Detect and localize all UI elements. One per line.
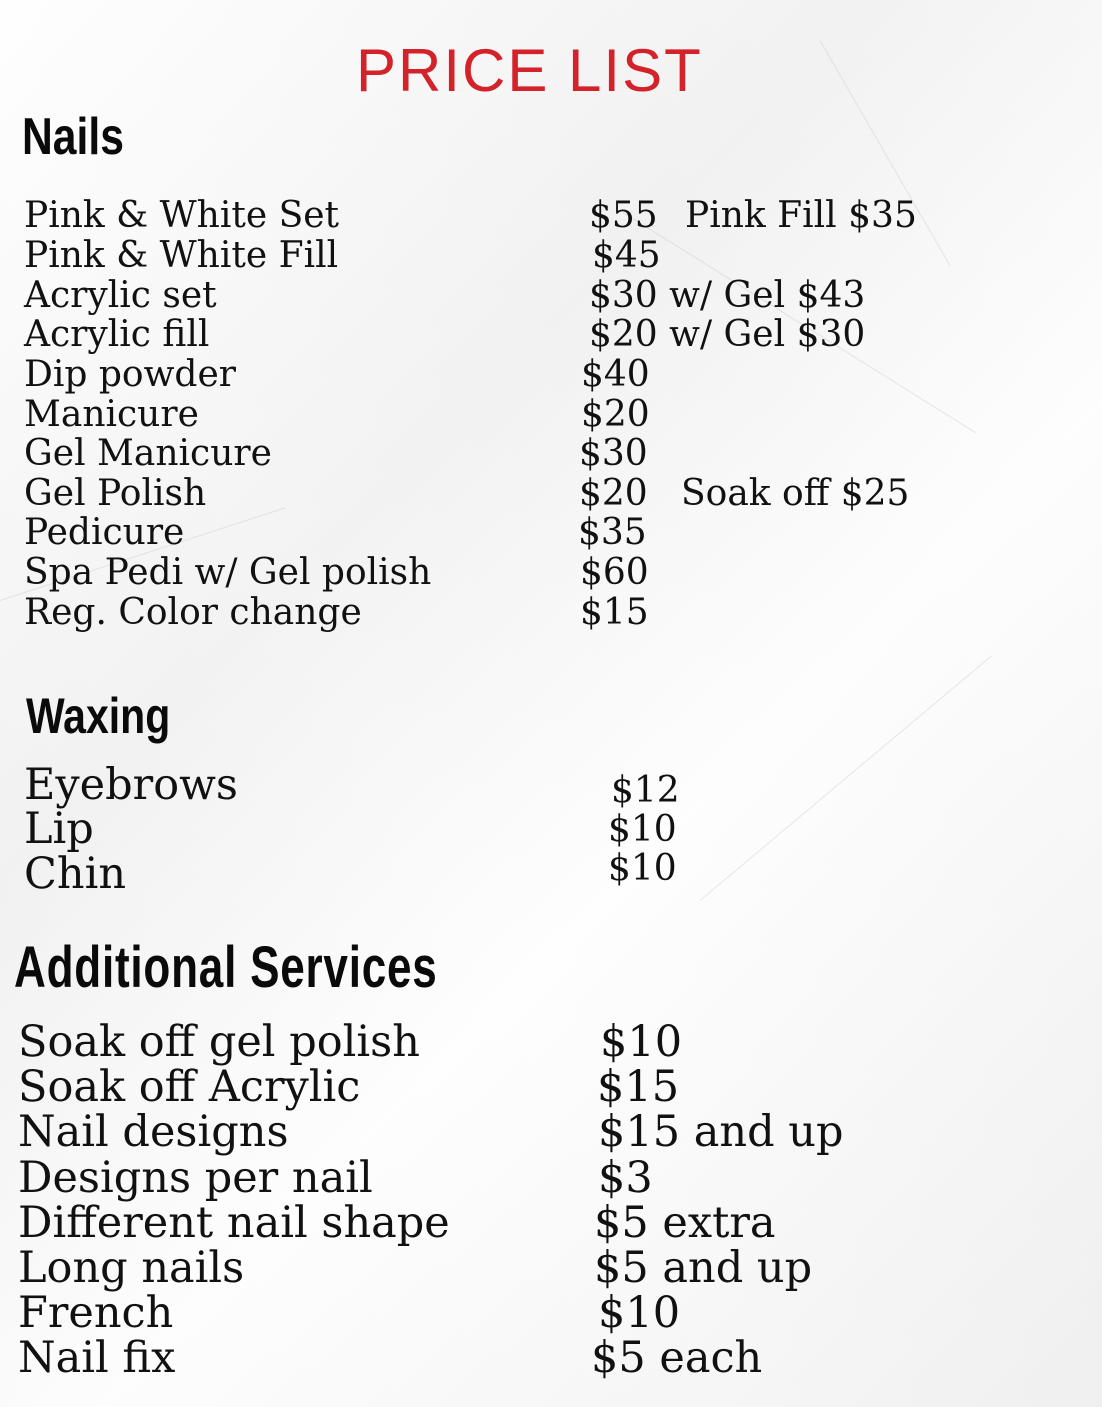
service-name: Reg. Color change <box>24 592 362 633</box>
service-price: $55 <box>589 195 658 236</box>
service-name: Pedicure <box>24 512 185 553</box>
marble-vein <box>700 656 992 901</box>
service-name: Spa Pedi w/ Gel polish <box>24 552 432 593</box>
service-name: Soak off Acrylic <box>18 1062 361 1112</box>
service-price: $10 <box>598 1288 681 1338</box>
service-price: $10 <box>608 848 677 889</box>
service-price: $40 <box>581 354 650 395</box>
service-name: Chin <box>24 849 127 899</box>
service-name: Acrylic fill <box>24 314 210 355</box>
service-price: $45 <box>592 235 661 276</box>
service-price: $10 <box>600 1017 683 1067</box>
service-name: Lip <box>24 804 94 854</box>
service-price: $20 <box>581 394 650 435</box>
service-price: $5 each <box>591 1333 763 1383</box>
service-price: $30 <box>579 433 648 474</box>
service-price: $30 w/ Gel $43 <box>589 275 866 316</box>
service-price: $15 <box>580 592 649 633</box>
service-name: Manicure <box>24 394 199 435</box>
service-price: $10 <box>608 809 677 850</box>
service-name: Dip powder <box>24 354 236 395</box>
service-price: $15 <box>597 1062 680 1112</box>
service-price: $35 <box>578 512 647 553</box>
service-price: $3 <box>598 1153 653 1203</box>
service-price: $20 w/ Gel $30 <box>589 314 866 355</box>
service-extra: Pink Fill $35 <box>685 195 917 236</box>
service-name: Soak off gel polish <box>18 1017 420 1067</box>
service-price: $12 <box>611 770 680 811</box>
service-name: Nail designs <box>18 1107 289 1157</box>
service-name: Acrylic set <box>24 275 217 316</box>
service-name: Designs per nail <box>18 1153 373 1203</box>
service-name: Long nails <box>18 1243 245 1293</box>
service-name: Eyebrows <box>24 760 238 810</box>
service-name: Different nail shape <box>18 1198 450 1248</box>
section-heading-nails: Nails <box>22 108 124 166</box>
service-name: French <box>18 1288 174 1338</box>
service-name: Pink & White Set <box>24 195 340 236</box>
service-name: Nail fix <box>18 1333 176 1383</box>
service-name: Gel Polish <box>24 473 207 514</box>
service-name: Gel Manicure <box>24 433 272 474</box>
service-price: $20 <box>579 473 648 514</box>
section-heading-additional-services: Additional Services <box>14 935 438 1000</box>
service-price: $5 and up <box>594 1243 813 1293</box>
service-price: $15 and up <box>598 1107 844 1157</box>
page-title: PRICE LIST <box>356 37 703 104</box>
service-name: Pink & White Fill <box>24 235 339 276</box>
service-price: $5 extra <box>594 1198 776 1248</box>
service-extra: Soak off $25 <box>681 473 910 514</box>
section-heading-waxing: Waxing <box>26 688 171 744</box>
service-price: $60 <box>580 552 649 593</box>
